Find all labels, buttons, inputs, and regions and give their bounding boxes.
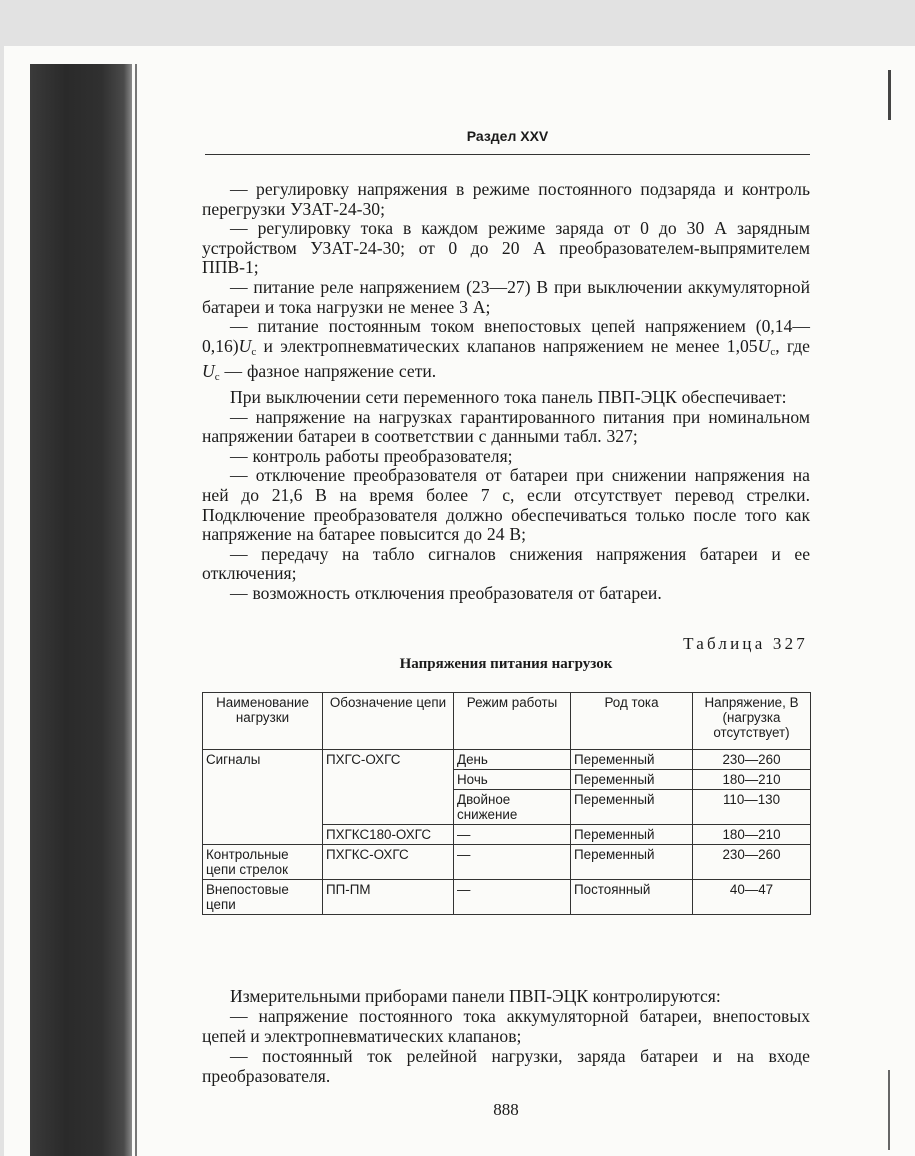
paragraph: — постоянный ток релейной нагрузки, заряда батареи и на входе преобразователя. [202, 1046, 810, 1086]
table-cell: 230—260 [693, 750, 811, 770]
table-cell: День [454, 750, 571, 770]
scan-edge-mark-lower [888, 1070, 890, 1150]
table-cell: 180—210 [693, 825, 811, 845]
table-row [203, 845, 811, 880]
text-fragment: , где [775, 335, 810, 356]
table-header-row [203, 693, 811, 750]
table-cell: ПХГС-ОХГС [323, 750, 454, 825]
text-fragment: — питание постоянным током внепостовых цепей напряжением (0,14—0,16) [202, 316, 810, 356]
table-number: Таблица 327 [683, 634, 808, 653]
formula-var: $U_c$ [238, 335, 257, 358]
paragraph: — передачу на табло сигналов снижения напряжения батареи и ее отключения; [202, 543, 810, 584]
table-cell: Контрольные цепи стрелок [203, 845, 323, 880]
table-cell: — [454, 880, 571, 915]
column-header: Род тока [571, 693, 693, 750]
paragraph: — отключение преобразователя от батареи при снижении напряжения на ней до 21,6 В на время более 7 с, если отсутствует перевод стрелки. Подключение преобразователя должно обеспечиваться только после того как напряжение на батарее повысится до 24 В; [202, 465, 810, 545]
table-cell: — [454, 825, 571, 845]
running-header [205, 128, 810, 155]
table-cell: Переменный [571, 845, 693, 880]
voltage-table [202, 692, 811, 915]
table-cell: Переменный [571, 770, 693, 790]
binding-edge [135, 64, 137, 1156]
table-cell: — [454, 845, 571, 880]
body-text [202, 180, 810, 603]
table-cell: ПХГКС180-ОХГС [323, 825, 454, 845]
column-header: Режим работы [454, 693, 571, 750]
text-fragment: и электропневматических клапанов напряжением не менее 1,05 [256, 335, 758, 356]
paragraph: — контроль работы преобразователя; [230, 445, 513, 466]
table-cell: 110—130 [693, 790, 811, 825]
paragraph: — регулировку тока в каждом режиме заряда от 0 до 30 А зарядным устройством УЗАТ-24-30; от 0 до 20 А преобразователем-выпрямителем ППВ-1; [202, 218, 810, 278]
body-text-after-table [202, 986, 810, 1086]
paragraph: — возможность отключения преобразователя от батареи. [230, 582, 662, 603]
table-cell: ПХГКС-ОХГС [323, 845, 454, 880]
table-cell: Внепостовые цепи [203, 880, 323, 915]
paragraph: — напряжение постоянного тока аккумуляторной батареи, внепостовых цепей и электропневматических клапанов; [202, 1006, 810, 1046]
section-title: Раздел XXV [466, 128, 549, 144]
formula-var: $U_c$ [202, 361, 220, 384]
paragraph: — питание реле напряжением (23—27) В при выключении аккумуляторной батареи и тока нагрузки не менее 3 А; [202, 276, 810, 317]
table-cell: Сигналы [203, 750, 323, 845]
table-cell: ПП-ПМ [323, 880, 454, 915]
table-cell: 40—47 [693, 880, 811, 915]
page-number: 888 [493, 1100, 519, 1119]
paragraph: Измерительными приборами панели ПВП-ЭЦК контролируются: [230, 986, 721, 1006]
table-cell: Постоянный [571, 880, 693, 915]
scan-edge-mark [888, 70, 891, 120]
paragraph: — напряжение на нагрузках гарантированного питания при номинальном напряжении батареи в соответствии с данными табл. 327; [202, 406, 810, 447]
table-cell: Двойное снижение [454, 790, 571, 825]
table-cell: Ночь [454, 770, 571, 790]
table-row [203, 750, 811, 770]
paragraph: При выключении сети переменного тока панель ПВП-ЭЦК обеспечивает: [230, 386, 787, 407]
table-cell: 180—210 [693, 770, 811, 790]
formula-var: $U_c$ [757, 335, 776, 358]
table-cell: Переменный [571, 790, 693, 825]
paragraph: — регулировку напряжения в режиме постоянного подзаряда и контроль перегрузки УЗАТ-24-30; [202, 179, 810, 219]
column-header: Напряжение, В (нагрузка отсутствует) [693, 693, 811, 750]
book-binding-shadow [30, 64, 132, 1156]
paragraph-formula [202, 317, 810, 388]
table-cell: Переменный [571, 750, 693, 770]
table-cell: Переменный [571, 825, 693, 845]
column-header: Наименование нагрузки [203, 693, 323, 750]
text-fragment: — фазное напряжение сети. [219, 361, 437, 382]
table-row [203, 880, 811, 915]
table-caption: Напряжения питания нагрузок [399, 656, 613, 672]
table-cell: 230—260 [693, 845, 811, 880]
column-header: Обозначение цепи [323, 693, 454, 750]
